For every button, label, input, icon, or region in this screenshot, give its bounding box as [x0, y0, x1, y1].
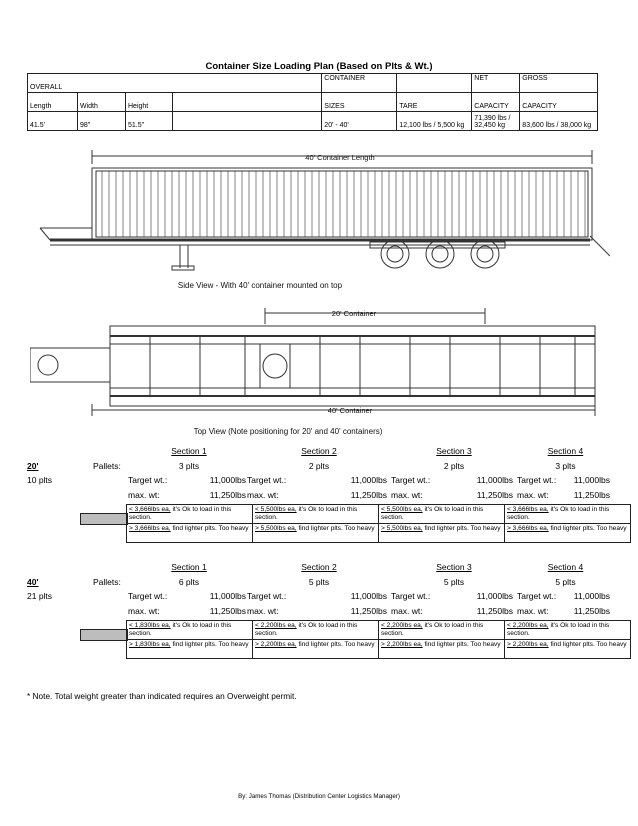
length-value: 41.5' — [28, 112, 78, 131]
height-header: Height — [126, 93, 173, 112]
weight-threshold: > 3,666lbs ea, — [507, 525, 549, 532]
overall-header: OVERALL — [28, 74, 322, 93]
max-value: 11,250lbs — [350, 490, 387, 500]
heavy-guidance-cell — [505, 640, 631, 659]
capacity-header: CAPACITY — [472, 93, 520, 112]
heavy-guidance-cell — [253, 524, 379, 543]
chassis-frame — [110, 326, 595, 406]
max-label: max. wt: — [247, 606, 279, 616]
target-value: 11,000lbs — [573, 475, 610, 485]
guidance-text: find lighter plts. Too heavy — [170, 525, 249, 532]
weight-threshold: > 5,500lbs ea, — [381, 525, 423, 532]
capacity2-header: CAPACITY — [520, 93, 598, 112]
section-heading: Section 1 — [171, 446, 207, 456]
target-weight-row — [391, 475, 513, 485]
max-value: 11,250lbs — [476, 490, 513, 500]
max-weight-row — [391, 490, 513, 500]
guidance-text: find lighter plts. Too heavy — [422, 525, 501, 532]
heavy-guidance-cell — [127, 524, 253, 543]
max-weight-row — [128, 606, 246, 616]
heavy-guidance-cell — [127, 640, 253, 659]
max-label: max. wt: — [391, 490, 423, 500]
top-20-label: 20' Container — [331, 309, 377, 318]
height-value: 51.5" — [126, 112, 173, 131]
guidance-text: it's Ok to load in this section. — [507, 506, 610, 521]
weight-threshold: < 2,200lbs ea, — [381, 622, 423, 629]
tare-value: 12,100 lbs / 5,500 kg — [397, 112, 472, 131]
section-pallets: 2 plts — [308, 461, 330, 471]
spec-table — [27, 73, 598, 131]
weight-threshold: > 1,830lbs ea, — [129, 641, 171, 648]
tare-spacer — [397, 74, 472, 93]
top-view-drawing — [30, 300, 610, 442]
container-ribs — [102, 171, 585, 237]
guidance-text: find lighter plts. Too heavy — [422, 641, 501, 648]
top-40-label: 40' Container — [327, 406, 373, 415]
weight-threshold: < 1,830lbs ea, — [129, 622, 171, 629]
length-header: Length — [28, 93, 78, 112]
weight-threshold: > 2,200lbs ea, — [255, 641, 297, 648]
heavy-guidance-cell — [253, 640, 379, 659]
target-label: Target wt.: — [391, 475, 431, 485]
target-weight-row — [517, 475, 610, 485]
max-weight-row — [517, 606, 610, 616]
weight-threshold: < 3,666lbs ea, — [507, 506, 549, 513]
top-view-caption: Top View (Note positioning for 20' and 40' containers) — [193, 427, 383, 436]
plan-pallet-count: 21 plts — [27, 591, 53, 601]
guidance-text: it's Ok to load in this section. — [507, 622, 610, 637]
gross-capacity-value: 83,600 lbs / 38,000 kg — [520, 112, 598, 131]
side-view-caption: Side View - With 40' container mounted on top — [177, 281, 343, 290]
page-title: Container Size Loading Plan (Based on Plts & Wt.) — [205, 61, 433, 72]
plan-size: 20' — [27, 461, 39, 471]
max-weight-row — [128, 490, 246, 500]
guidance-text: find lighter plts. Too heavy — [548, 641, 627, 648]
tare-header: TARE — [397, 93, 472, 112]
guidance-text: find lighter plts. Too heavy — [170, 641, 249, 648]
sizes-value: 20' - 40' — [322, 112, 397, 131]
guidance-text: find lighter plts. Too heavy — [548, 525, 627, 532]
blank-cell — [173, 112, 322, 131]
target-value: 11,000lbs — [209, 591, 246, 601]
section-heading: Section 2 — [301, 562, 337, 572]
target-weight-row — [391, 591, 513, 601]
target-label: Target wt.: — [128, 475, 168, 485]
section-heading: Section 3 — [436, 446, 472, 456]
guidance-text: it's Ok to load in this section. — [129, 506, 232, 521]
side-view-drawing — [30, 146, 610, 296]
target-weight-row — [247, 591, 387, 601]
max-label: max. wt: — [128, 490, 160, 500]
heavy-guidance-cell — [379, 640, 505, 659]
guidance-text: find lighter plts. Too heavy — [296, 525, 375, 532]
heavy-guidance-cell — [379, 524, 505, 543]
section-heading: Section 4 — [547, 562, 584, 572]
max-value: 11,250lbs — [573, 490, 610, 500]
guidance-text: it's Ok to load in this section. — [381, 506, 484, 521]
weight-threshold: > 2,200lbs ea, — [507, 641, 549, 648]
kingpin — [38, 355, 58, 375]
max-value: 11,250lbs — [573, 606, 610, 616]
container-body — [92, 168, 592, 240]
section-pallets: 2 plts — [443, 461, 465, 471]
target-value: 11,000lbs — [573, 591, 610, 601]
width-header: Width — [78, 93, 126, 112]
weight-threshold: < 3,666lbs ea, — [129, 506, 171, 513]
target-label: Target wt.: — [247, 475, 287, 485]
target-label: Target wt.: — [517, 475, 557, 485]
max-label: max. wt: — [128, 606, 160, 616]
max-label: max. wt: — [391, 606, 423, 616]
target-value: 11,000lbs — [350, 475, 387, 485]
section-pallets: 6 plts — [178, 577, 200, 587]
section-heading: Section 4 — [547, 446, 584, 456]
weight-threshold: < 5,500lbs ea, — [255, 506, 297, 513]
container-header: CONTAINER — [322, 74, 397, 93]
weight-threshold: < 2,200lbs ea, — [255, 622, 297, 629]
gray-swatch — [80, 629, 128, 641]
guidance-table — [126, 504, 631, 543]
ok-guidance-cell — [505, 505, 631, 524]
sizes-header: SIZES — [322, 93, 397, 112]
guidance-table — [126, 620, 631, 659]
target-value: 11,000lbs — [350, 591, 387, 601]
target-weight-row — [247, 475, 387, 485]
max-value: 11,250lbs — [350, 606, 387, 616]
weight-threshold: > 3,666lbs ea, — [129, 525, 171, 532]
target-weight-row — [128, 591, 246, 601]
target-value: 11,000lbs — [476, 591, 513, 601]
section-heading: Section 1 — [171, 562, 207, 572]
max-value: 11,250lbs — [209, 606, 246, 616]
plan-size: 40' — [27, 577, 39, 587]
overweight-note: * Note. Total weight greater than indicated requires an Overweight permit. — [27, 691, 297, 701]
ok-guidance-cell — [253, 621, 379, 640]
cross-members — [150, 336, 575, 396]
ok-guidance-cell — [253, 505, 379, 524]
section-pallets: 3 plts — [178, 461, 200, 471]
gross-header: GROSS — [520, 74, 598, 93]
max-weight-row — [517, 490, 610, 500]
gray-swatch — [80, 513, 128, 525]
ok-guidance-cell — [505, 621, 631, 640]
length-dimension-label: 40' Container Length — [305, 153, 375, 162]
guidance-text: it's Ok to load in this section. — [255, 622, 358, 637]
ok-guidance-cell — [127, 621, 253, 640]
section-heading: Section 3 — [436, 562, 472, 572]
max-value: 11,250lbs — [476, 606, 513, 616]
max-value: 11,250lbs — [209, 490, 246, 500]
guidance-text: it's Ok to load in this section. — [381, 622, 484, 637]
max-weight-row — [391, 606, 513, 616]
heavy-guidance-cell — [505, 524, 631, 543]
target-value: 11,000lbs — [476, 475, 513, 485]
weight-threshold: < 5,500lbs ea, — [381, 506, 423, 513]
target-weight-row — [517, 591, 610, 601]
target-label: Target wt.: — [391, 591, 431, 601]
wheel — [381, 240, 409, 268]
wheel — [426, 240, 454, 268]
pallets-label: Pallets: — [93, 577, 121, 587]
max-weight-row — [247, 490, 387, 500]
author-footer: By: James Thomas (Distribution Center Logistics Manager) — [238, 793, 400, 800]
net-header: NET — [472, 74, 520, 93]
plan-pallet-count: 10 plts — [27, 475, 53, 485]
weight-threshold: < 2,200lbs ea, — [507, 622, 549, 629]
target-weight-row — [128, 475, 246, 485]
ok-guidance-cell — [379, 505, 505, 524]
section-pallets: 3 plts — [555, 461, 576, 471]
guidance-text: find lighter plts. Too heavy — [296, 641, 375, 648]
max-label: max. wt: — [247, 490, 279, 500]
blank-cell — [173, 93, 322, 112]
section-pallets: 5 plts — [308, 577, 330, 587]
target-value: 11,000lbs — [209, 475, 246, 485]
target-label: Target wt.: — [517, 591, 557, 601]
max-weight-row — [247, 606, 387, 616]
target-label: Target wt.: — [247, 591, 287, 601]
target-label: Target wt.: — [128, 591, 168, 601]
weight-threshold: > 2,200lbs ea, — [381, 641, 423, 648]
ok-guidance-cell — [127, 505, 253, 524]
section-pallets: 5 plts — [555, 577, 576, 587]
weight-threshold: > 5,500lbs ea, — [255, 525, 297, 532]
ok-guidance-cell — [379, 621, 505, 640]
section-heading: Section 2 — [301, 446, 337, 456]
net-capacity-value: 71,390 lbs / 32,450 kg — [472, 112, 520, 131]
max-label: max. wt: — [517, 490, 549, 500]
wheel — [471, 240, 499, 268]
guidance-text: it's Ok to load in this section. — [255, 506, 358, 521]
section-pallets: 5 plts — [443, 577, 465, 587]
width-value: 98" — [78, 112, 126, 131]
pallets-label: Pallets: — [93, 461, 121, 471]
guidance-text: it's Ok to load in this section. — [129, 622, 232, 637]
max-label: max. wt: — [517, 606, 549, 616]
